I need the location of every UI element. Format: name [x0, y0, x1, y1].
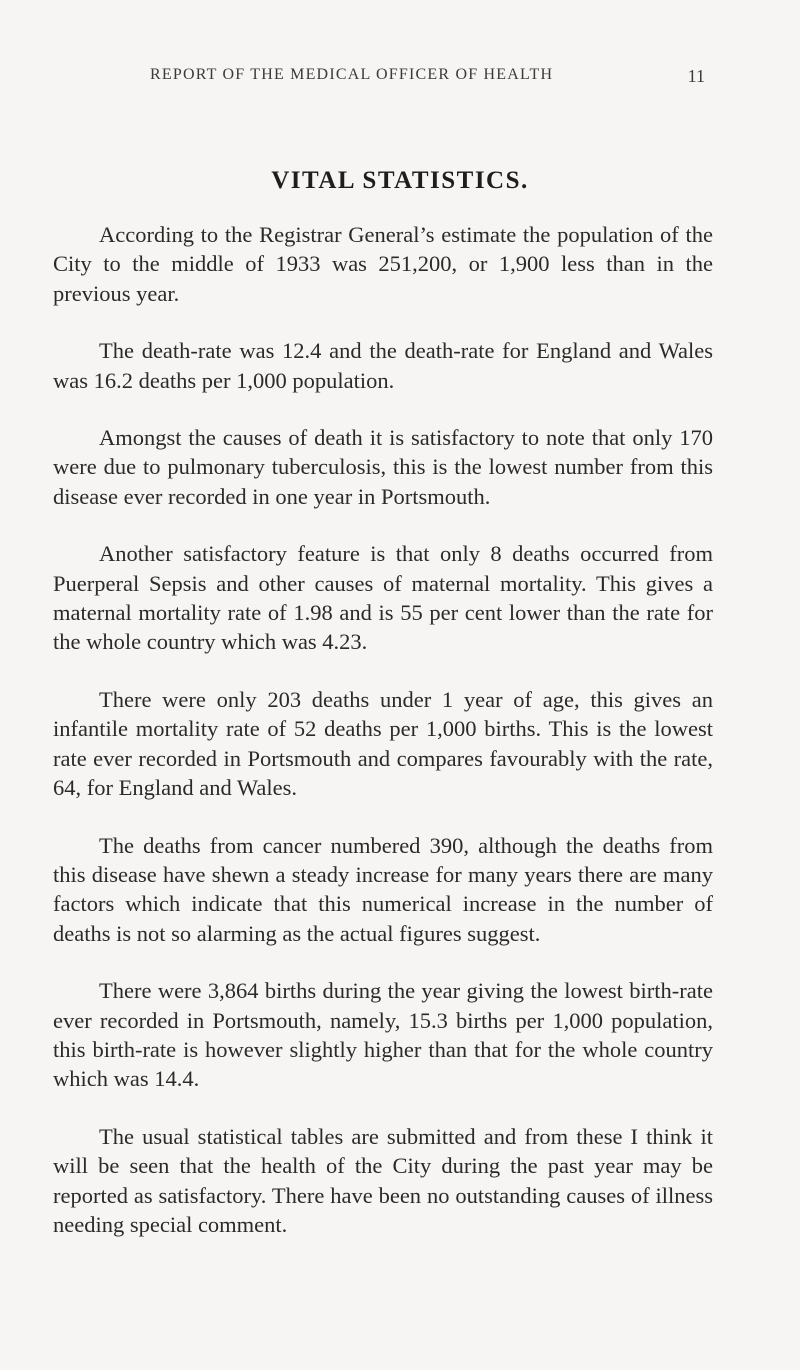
- paragraph-cancer: The deaths from cancer numbered 390, although the deaths from this disease have shewn a steady increase for many years there are many factors which indicate that this numerical increase in the number of deaths is not so alarming as the actual figures suggest.: [53, 832, 713, 946]
- page-number: 11: [687, 66, 705, 86]
- page-header: [150, 66, 705, 90]
- paragraph-summary: The usual statistical tables are submitted and from these I think it will be seen that the health of the City during the past year may be reported as satisfactory. There have been no outstanding causes of illness needing special comment.: [53, 1123, 713, 1237]
- running-title: REPORT OF THE MEDICAL OFFICER OF HEALTH: [150, 66, 554, 83]
- paragraph-population: According to the Registrar General’s estimate the population of the City to the middle of 1933 was 251,200, or 1,900 less than in the previous year.: [53, 222, 713, 306]
- paragraph-maternal-mortality: Another satisfactory feature is that only 8 deaths occurred from Puerperal Sepsis and other causes of maternal mortality. This gives a maternal mortality rate of 1.98 and is 55 per cent lower than the rate for the whole country which was 4.23.: [53, 541, 713, 655]
- paragraph-death-rate: The death-rate was 12.4 and the death-rate for England and Wales was 16.2 deaths per 1,000 population.: [53, 338, 713, 393]
- body-text: [53, 220, 713, 1267]
- paragraph-infant-mortality: There were only 203 deaths under 1 year of age, this gives an infantile mortality rate of 52 deaths per 1,000 births. This is the lowest rate ever recorded in Portsmouth and compares favourably with the rate, 64, for England and Wales.: [53, 686, 713, 801]
- paragraph-births: There were 3,864 births during the year giving the lowest birth-rate ever recorded in Portsmouth, namely, 15.3 births per 1,000 population, this birth-rate is however slightly higher than that for the whole country which was 14.4.: [53, 978, 713, 1092]
- paragraph-tuberculosis: Amongst the causes of death it is satisfactory to note that only 170 were due to pulmonary tuberculosis, this is the lowest number from this disease ever recorded in one year in Portsmouth.: [53, 425, 713, 509]
- section-title: VITAL STATISTICS.: [271, 167, 529, 194]
